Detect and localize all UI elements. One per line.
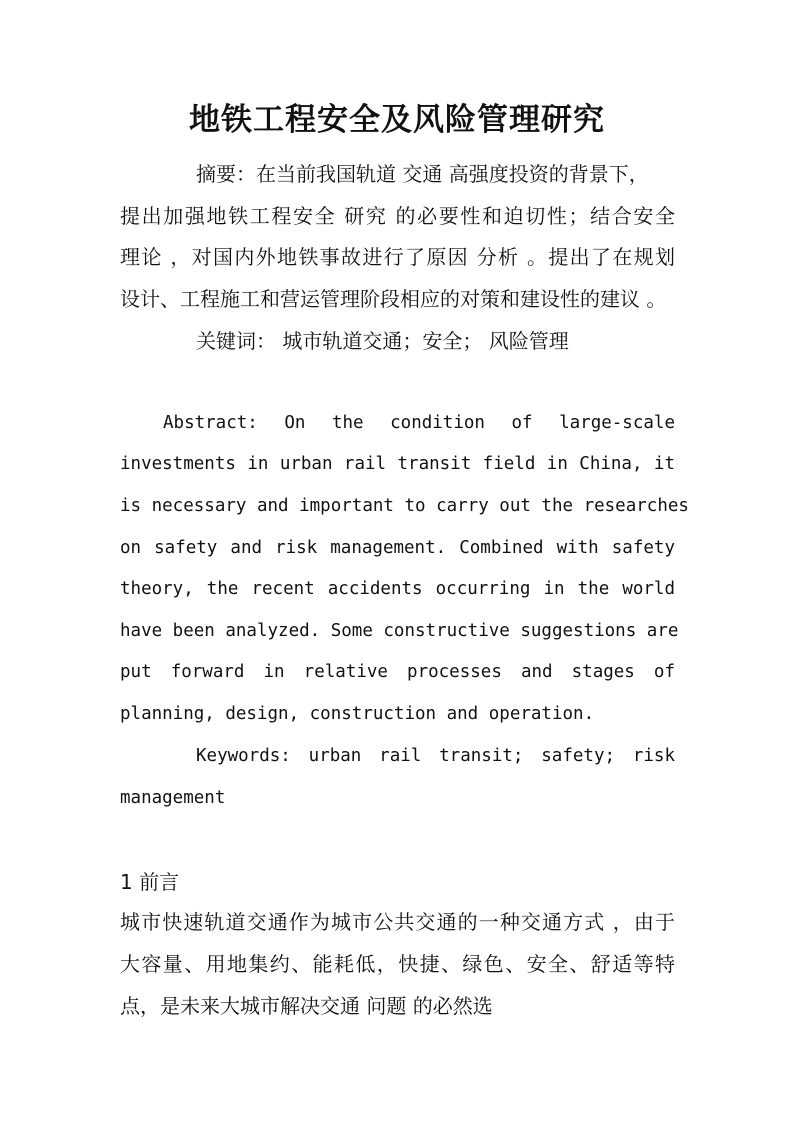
abstract-en-line: theory, the recent accidents occurring in the world: [120, 579, 675, 599]
abstract-en-line: have been analyzed. Some constructive suggestions are: [120, 621, 679, 641]
abstract-en-line: planning, design, construction and operation.: [120, 704, 595, 724]
section-body-line: 城市快速轨道交通作为城市公共交通的一种交通方式 ，由于: [120, 910, 675, 934]
section-body-line: 大容量、用地集约、能耗低，快捷、绿色、安全、舒适等特: [120, 952, 675, 976]
abstract-en-line: on safety and risk management. Combined with safety: [120, 538, 675, 558]
keywords-cn: 关键词： 城市轨道交通；安全； 风险管理: [196, 329, 569, 353]
abstract-cn-line: 设计、工程施工和营运管理阶段相应的对策和建设性的建议 。: [120, 287, 667, 311]
section-body-line: 点，是未来大城市解决交通 问题 的必然选: [120, 994, 493, 1018]
abstract-en-line: put forward in relative processes and stages of: [120, 662, 675, 682]
abstract-cn-line: 理论 ，对国内外地铁事故进行了原因 分析 。提出了在规划: [120, 245, 675, 269]
abstract-cn-line: 摘要：在当前我国轨道 交通 高强度投资的背景下，: [196, 162, 649, 186]
abstract-cn-line: 提出加强地铁工程安全 研究 的必要性和迫切性；结合安全: [120, 204, 675, 228]
keywords-en-line: management: [120, 788, 226, 808]
keywords-en-line: Keywords: urban rail transit; safety; risk: [196, 746, 675, 766]
abstract-en-line: Abstract: On the condition of large-scale: [163, 413, 675, 433]
abstract-en-line: is necessary and important to carry out the researches: [120, 496, 689, 516]
section-heading: 1 前言: [120, 870, 180, 894]
document-title: 地铁工程安全及风险管理研究: [189, 102, 605, 138]
abstract-en-line: investments in urban rail transit field in China, it: [120, 454, 675, 474]
